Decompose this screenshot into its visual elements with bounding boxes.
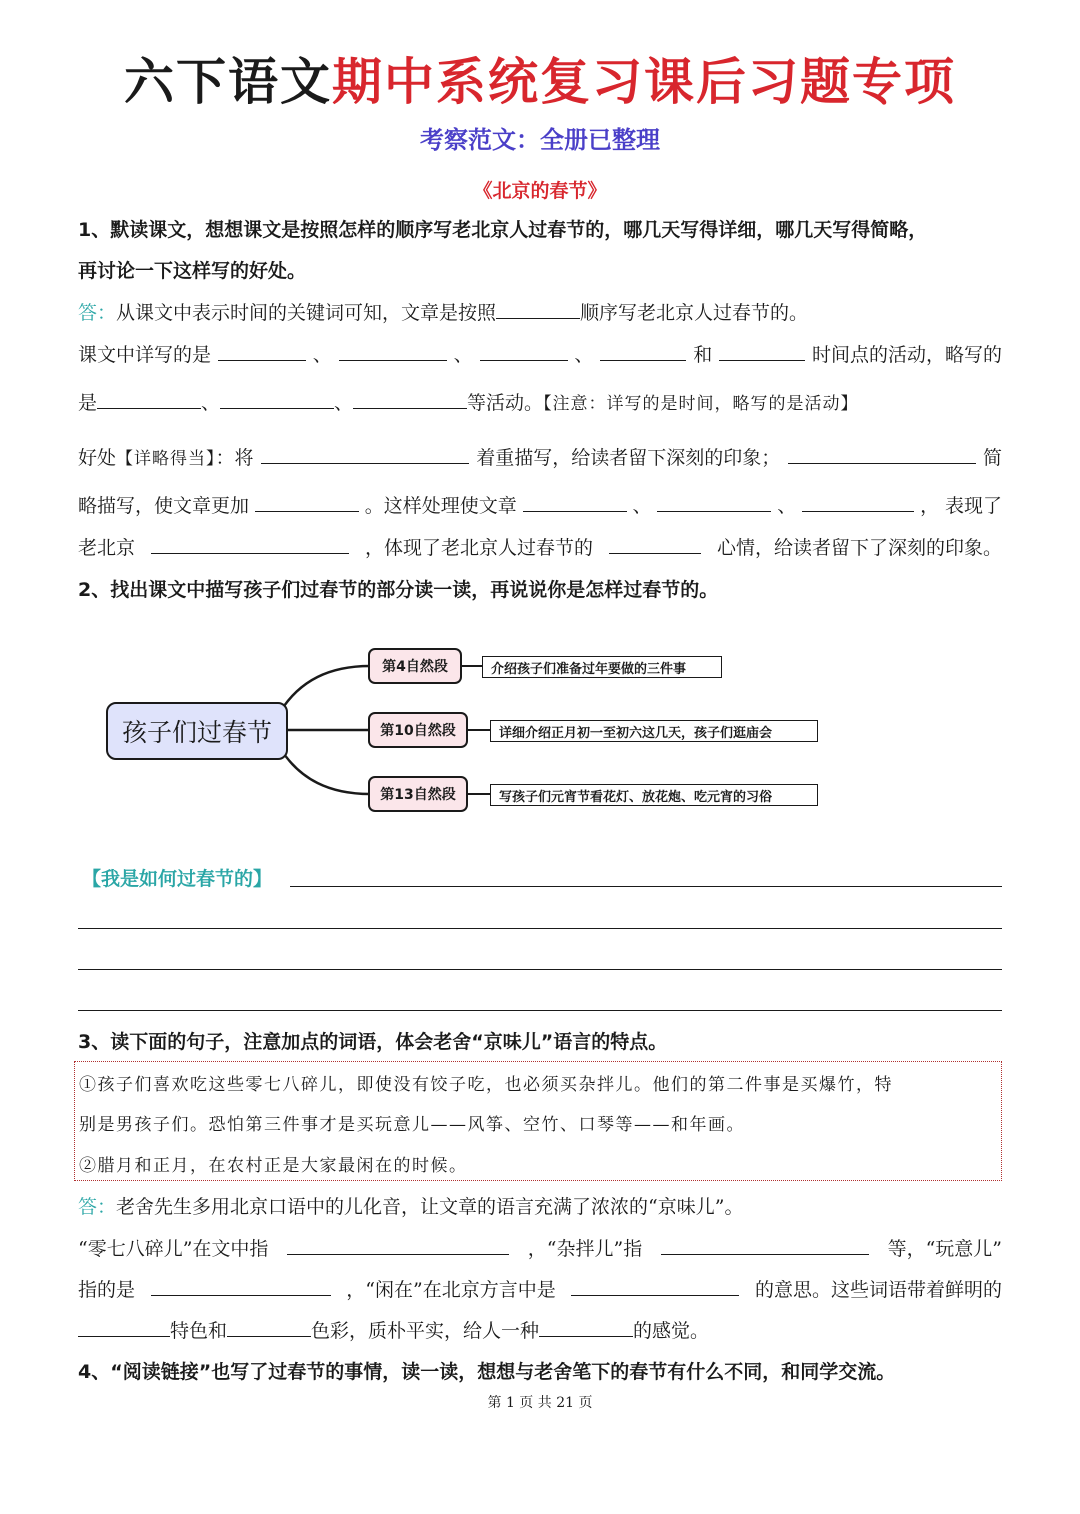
mindmap-node: 第13自然段 bbox=[368, 776, 468, 812]
writing-line[interactable] bbox=[78, 1010, 1002, 1011]
text-segment: 。这样处理使文章 bbox=[364, 495, 517, 517]
q3-answer-line1 bbox=[78, 1194, 1002, 1220]
q3-answer-line2 bbox=[78, 1236, 1002, 1262]
mindmap-branch-line bbox=[280, 748, 370, 794]
mindmap-branch-line bbox=[280, 666, 370, 712]
mindmap-desc: 详细介绍正月初一至初六这几天，孩子们逛庙会 bbox=[490, 720, 818, 742]
text-segment: 表现了 bbox=[944, 495, 1002, 517]
text-segment: 简 bbox=[982, 447, 1002, 469]
answer-label: 答： bbox=[78, 1196, 117, 1218]
text-segment: 略描写，使文章更加 bbox=[78, 495, 250, 517]
text-segment: 、 bbox=[201, 392, 221, 414]
text-segment: 指的是 bbox=[78, 1279, 136, 1301]
text-segment: ， bbox=[920, 495, 940, 517]
page-number: 第 1 页 共 21 页 bbox=[487, 1395, 593, 1411]
writing-line[interactable] bbox=[290, 886, 1002, 887]
mindmap-node: 第4自然段 bbox=[368, 648, 462, 684]
mindmap-root: 孩子们过春节 bbox=[106, 702, 288, 760]
text-segment: 、 bbox=[334, 392, 354, 414]
text-segment: ，“闲在”在北京方言中是 bbox=[346, 1279, 556, 1301]
subtitle: 考察范文：全册已整理 bbox=[420, 126, 660, 154]
note-text: 【详略得当】 bbox=[116, 449, 216, 469]
text-segment: 特色和 bbox=[170, 1320, 228, 1342]
lesson-title: 《北京的春节》 bbox=[473, 180, 607, 202]
quote-line: ②腊月和正月，在农村正是大家最闲在的时候。 bbox=[79, 1156, 468, 1176]
text-segment: 、 bbox=[312, 344, 332, 366]
text-segment: ：将 bbox=[215, 447, 254, 469]
q3-text: 3、读下面的句子，注意加点的词语，体会老舍“京味儿”语言的特点。 bbox=[78, 1031, 668, 1053]
text-segment: 等活动。 bbox=[467, 392, 544, 414]
text-segment: 着重描写，给读者留下深刻的印象； bbox=[476, 447, 781, 469]
q2-answer-label: 【我是如何过春节的】 bbox=[82, 868, 273, 890]
text-segment: 好处 bbox=[78, 447, 117, 469]
text-segment: 顺序写老北京人过春节的。 bbox=[580, 302, 809, 324]
quote-line: ①孩子们喜欢吃这些零七八碎儿，即使没有饺子吃，也必须买杂拌儿。他们的第二件事是买爆竹，特 bbox=[79, 1075, 893, 1095]
text-segment: 、 bbox=[777, 495, 797, 517]
quote-line: 别是男孩子们。恐怕第三件事才是买玩意儿——风筝、空竹、口琴等——和年画。 bbox=[79, 1115, 745, 1135]
fill-blank[interactable] bbox=[151, 1277, 331, 1296]
mindmap-desc: 写孩子们元宵节看花灯、放花炮、吃元宵的习俗 bbox=[490, 784, 818, 806]
q4-text: 4、“阅读链接”也写了过春节的事情，读一读，想想与老舍笔下的春节有什么不同，和同学交流。 bbox=[78, 1361, 896, 1383]
text-segment: 色彩，质朴平实，给人一种 bbox=[311, 1320, 540, 1342]
fill-blank[interactable] bbox=[661, 1236, 869, 1255]
fill-blank[interactable] bbox=[227, 1318, 311, 1337]
writing-line[interactable] bbox=[78, 928, 1002, 929]
text-segment: 和 bbox=[693, 344, 713, 366]
mindmap-desc: 介绍孩子们准备过年要做的三件事 bbox=[482, 656, 722, 678]
fill-blank[interactable] bbox=[539, 1318, 633, 1337]
text-segment: ，“杂拌儿”指 bbox=[527, 1238, 643, 1260]
text-segment: 老舍先生多用北京口语中的儿化音，让文章的语言充满了浓浓的“京味儿”。 bbox=[116, 1196, 744, 1218]
answer-label: 答： bbox=[78, 302, 117, 324]
text-segment: 时间点的活动，略写的 bbox=[811, 344, 1002, 366]
text-segment: “零七八碎儿”在文中指 bbox=[78, 1238, 269, 1260]
text-segment: 等，“玩意儿” bbox=[887, 1238, 1002, 1260]
fill-blank[interactable] bbox=[287, 1236, 509, 1255]
text-segment: 的感觉。 bbox=[633, 1320, 710, 1342]
text-segment: 课文中详写的是 bbox=[78, 344, 212, 366]
text-segment: 从课文中表示时间的关键词可知，文章是按照 bbox=[116, 302, 497, 324]
text-segment: 老北京 bbox=[78, 537, 136, 559]
title-black: 六下语文 bbox=[124, 52, 332, 111]
text-segment: 是 bbox=[78, 392, 98, 414]
text-segment: ，体现了老北京人过春节的 bbox=[364, 537, 593, 559]
text-segment: 、 bbox=[453, 344, 473, 366]
q1-text-line1: 1、默读课文，想想课文是按照怎样的顺序写老北京人过春节的，哪几天写得详细，哪几天写得简略， bbox=[78, 219, 928, 241]
note-text: 【注意：详写的是时间，略写的是活动】 bbox=[543, 394, 859, 414]
title-red: 期中系统复习课后习题专项 bbox=[332, 52, 956, 111]
text-segment: 、 bbox=[632, 495, 652, 517]
mindmap-node: 第10自然段 bbox=[368, 712, 468, 748]
q1-text-line2: 再讨论一下这样写的好处。 bbox=[78, 260, 307, 282]
text-segment: 心情，给读者留下了深刻的印象。 bbox=[716, 537, 1002, 559]
text-segment: 的意思。这些词语带着鲜明的 bbox=[754, 1279, 1002, 1301]
q2-text: 2、找出课文中描写孩子们过春节的部分读一读，再说说你是怎样过春节的。 bbox=[78, 579, 719, 601]
q3-answer-line4 bbox=[78, 1318, 1002, 1344]
q3-answer-line3 bbox=[78, 1277, 1002, 1303]
fill-blank[interactable] bbox=[78, 1318, 170, 1337]
writing-line[interactable] bbox=[78, 969, 1002, 970]
text-segment: 、 bbox=[574, 344, 594, 366]
fill-blank[interactable] bbox=[571, 1277, 739, 1296]
quote-box bbox=[74, 1061, 1002, 1181]
